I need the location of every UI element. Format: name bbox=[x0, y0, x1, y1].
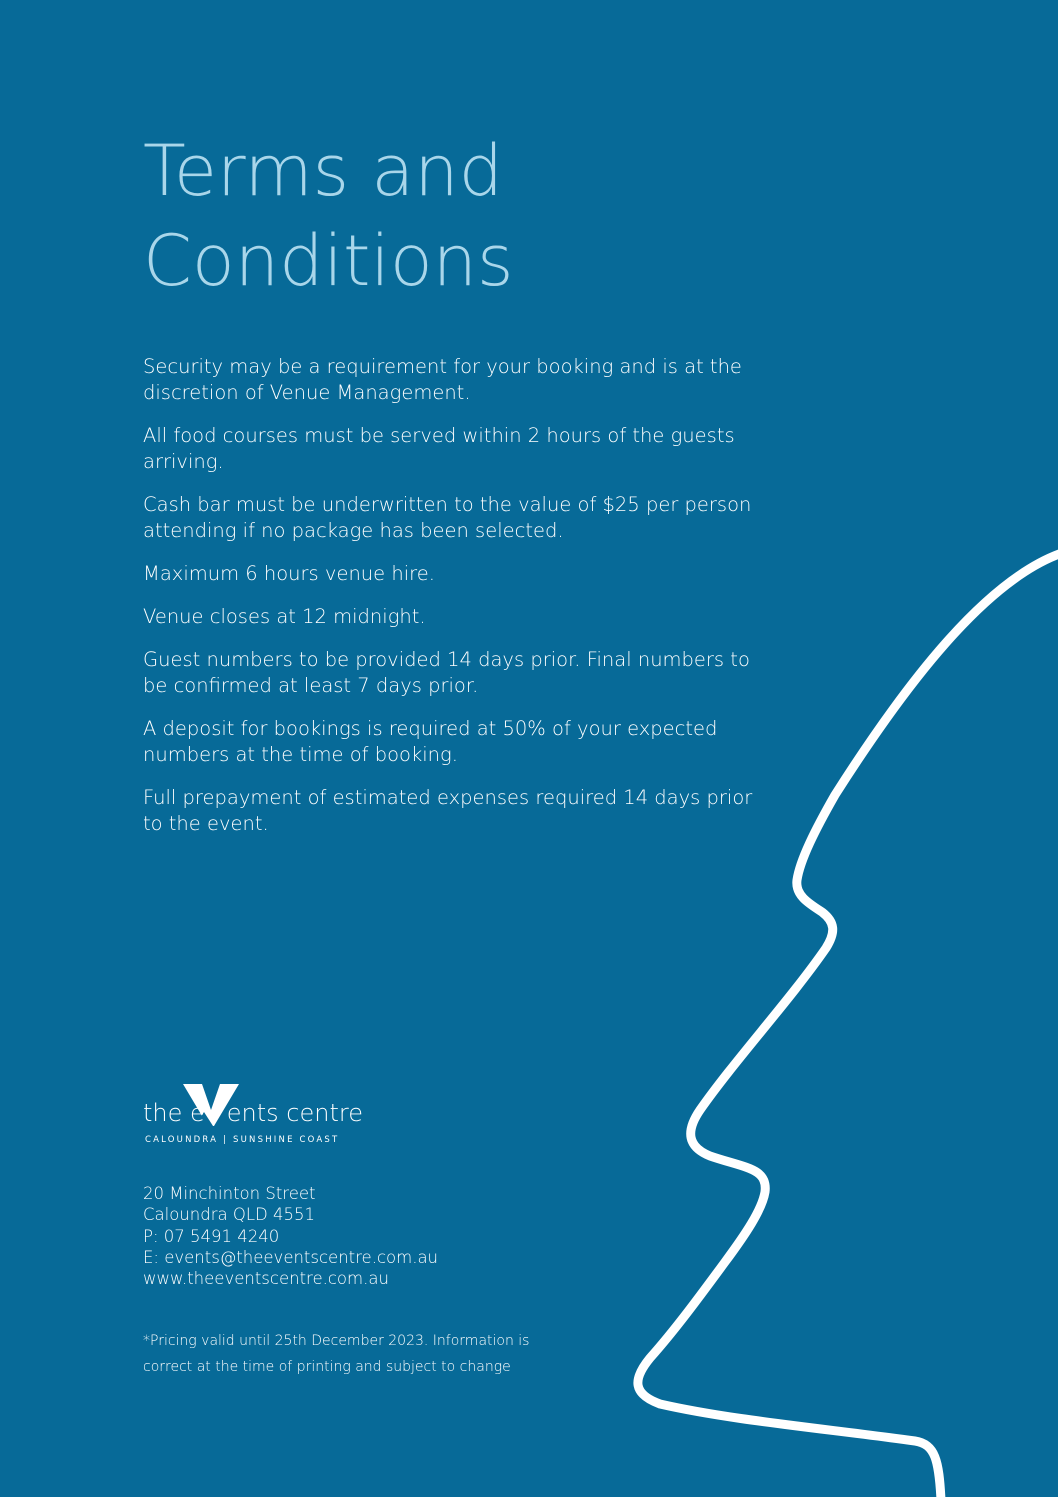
contact-email: E: events@theeventscentre.com.au bbox=[143, 1247, 439, 1267]
pricing-disclaimer bbox=[143, 1328, 623, 1380]
term-item: Cash bar must be underwritten to the value of $25 per person attending if no package has been selected. bbox=[143, 493, 752, 542]
logo-tagline: CALOUNDRA | SUNSHINE COAST bbox=[145, 1135, 340, 1145]
events-centre-logo bbox=[143, 1082, 383, 1148]
logo-wordmark bbox=[143, 1099, 363, 1127]
term-item: Full prepayment of estimated expenses required 14 days prior to the event. bbox=[143, 786, 753, 835]
term-item: Guest numbers to be provided 14 days prior. Final numbers to be confirmed at least 7 days prior. bbox=[143, 648, 750, 697]
page-title-line-2: Conditions bbox=[143, 220, 514, 302]
logo-word-start: the e bbox=[143, 1099, 205, 1127]
page-title bbox=[143, 126, 514, 306]
contact-website: www.theeventscentre.com.au bbox=[143, 1269, 389, 1289]
term-item: All food courses must be served within 2 hours of the guests arriving. bbox=[143, 424, 735, 473]
contact-city: Caloundra QLD 4551 bbox=[143, 1205, 315, 1225]
contact-phone: P: 07 5491 4240 bbox=[143, 1226, 280, 1246]
term-item: Maximum 6 hours venue hire. bbox=[143, 562, 435, 585]
term-item: Security may be a requirement for your booking and is at the discretion of Venue Management. bbox=[143, 355, 742, 404]
page-title-line-1: Terms and bbox=[143, 130, 504, 212]
term-item: A deposit for bookings is required at 50% of your expected numbers at the time of booking. bbox=[143, 717, 718, 766]
contact-street: 20 Minchinton Street bbox=[143, 1184, 316, 1203]
disclaimer-line-1: *Pricing valid until 25th December 2023. Information is bbox=[143, 1333, 530, 1349]
logo-word-end: ents centre bbox=[226, 1099, 363, 1127]
terms-list bbox=[143, 354, 783, 854]
disclaimer-line-2: correct at the time of printing and subject to change bbox=[143, 1359, 511, 1375]
term-item: Venue closes at 12 midnight. bbox=[143, 605, 426, 628]
contact-block bbox=[143, 1183, 438, 1289]
